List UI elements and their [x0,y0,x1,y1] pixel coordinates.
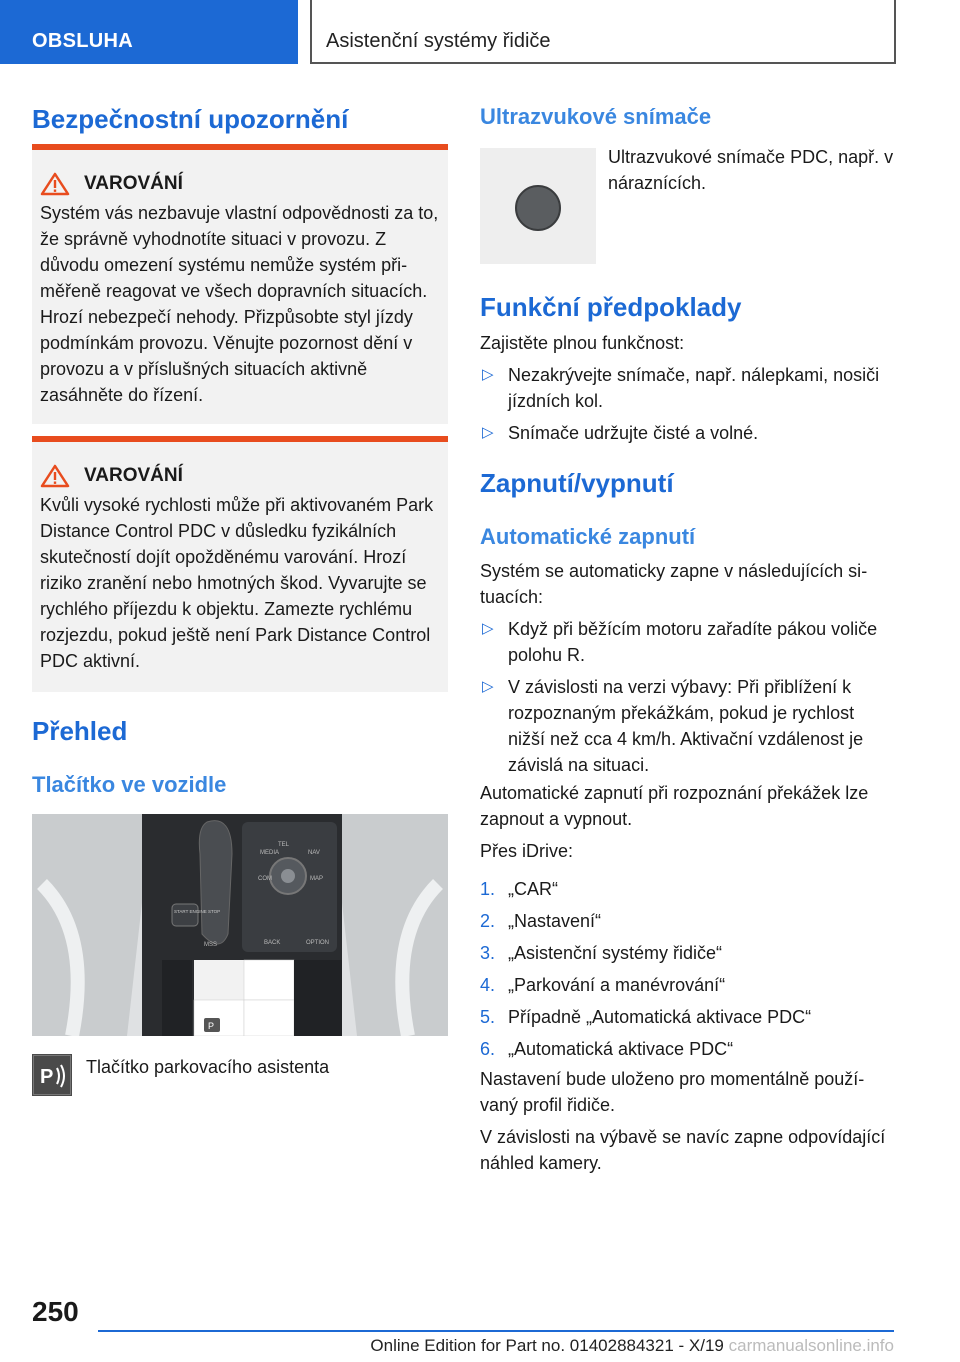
prereq-list [480,362,896,452]
list-item: ▷ Snímače udržujte čisté a volné. [480,420,896,446]
step-number: 3. [480,943,496,963]
step-text: „CAR“ [508,879,558,899]
list-item: ▷ Nezakrývejte snímače, např. nálepkami, nosiči jízdních kol. [480,362,896,414]
auto-para: Automatické zapnutí při rozpoznání překážek lze zapnout a vypnout. [480,783,869,829]
step-text: Případně „Automatická aktivace PDC“ [508,1007,812,1027]
console-label: BACK [264,940,281,946]
step-text: „Asistenční systémy řidiče“ [508,943,723,963]
step-item [480,876,896,902]
step-item [480,1004,896,1030]
console-label: MSS [204,942,218,948]
parking-assistant-icon [32,1054,72,1096]
warning-triangle-icon [40,464,70,488]
footer-rule [98,1330,894,1332]
center-console-illustration [32,814,448,1036]
list-item: ▷ V závislosti na verzi výbavy: Při přiblížení k rozpoznaným překážkám, pokud je rychlost nižší než cca 4 km/h. Aktivační vzdálenost je závislá na situaci. [480,674,896,778]
auto-intro: Systém se automaticky zapne v následujících situacích: [480,561,868,607]
warning-title: VAROVÁNÍ [84,465,183,486]
svg-text:P: P [40,1066,54,1088]
prereq-heading: Funkční předpoklady [480,292,742,322]
sensors-text: Ultrazvukové snímače PDC, např. v náraznících. [608,147,894,193]
onoff-heading: Zapnutí/vypnutí [480,468,674,498]
watermark: carmanualsonline.info [728,1336,894,1355]
button-heading: Tlačítko ve vozidle [32,772,227,797]
prereq-intro: Zajistěte plnou funkčnost: [480,333,685,353]
via-idrive: Přes iDrive: [480,841,574,861]
step-text: „Nastavení“ [508,911,602,931]
auto-heading: Automatické zapnutí [480,524,696,549]
console-label: MEDIA [260,850,280,856]
console-label: MAP [310,876,324,882]
console-label: OPTION [306,940,330,946]
ultrasonic-sensor-image [480,148,596,264]
chapter-title: Asistenční systémy řidiče [326,30,551,52]
console-label: NAV [308,850,320,856]
step-item [480,972,896,998]
section-label: OBSLUHA [32,30,133,52]
step-number: 6. [480,1039,496,1059]
warning-text: Kvůli vysoké rychlosti může při aktivovaném Park Distance Control PDC v důsledku fyzikálních skutečností dojít opožděnému varování. Hrozí riziko zranění nebo hmotných škod. Vyvarujte se rychlého příjezdu k objektu. Zamezte rychlému rozjezdu, pokud ještě není Park Distance Control PDC aktivní. [40,495,434,671]
step-text: „Automatická aktivace PDC“ [508,1039,734,1059]
footer-text [306,1336,894,1356]
warning-box [32,436,448,692]
step-number: 2. [480,911,496,931]
edition-text: Online Edition for Part no. 01402884321 - X/19 [370,1336,724,1355]
step-number: 1. [480,879,496,899]
camera-para: V závislosti na výbavě se navíc zapne odpovídající náhled kamery. [480,1127,886,1173]
step-number: 4. [480,975,496,995]
section-tab [0,0,298,64]
step-text: „Parkování a manévrování“ [508,975,726,995]
saved-para: Nastavení bude uloženo pro momentálně používaný profil řidiče. [480,1069,865,1115]
list-item: ▷ Když při běžícím motoru zařadíte pákou voliče polohu R. [480,616,896,668]
safety-heading: Bezpečnostní upozornění [32,104,349,134]
warning-triangle-icon [40,172,70,196]
console-label: COM [258,876,272,882]
step-number: 5. [480,1007,496,1027]
console-label: P [208,1021,215,1031]
console-label: TEL [278,842,290,848]
steps-list [480,876,896,1068]
sensors-heading: Ultrazvukové snímače [480,104,712,129]
console-label: START ENGINE STOP [174,909,221,914]
auto-list [480,616,896,784]
step-item [480,1036,896,1062]
chapter-header [310,0,896,64]
warning-box [32,144,448,424]
step-item [480,908,896,934]
page-number: 250 [32,1296,79,1327]
warning-title: VAROVÁNÍ [84,173,183,194]
step-item [480,940,896,966]
button-caption: Tlačítko parkovacího asistenta [86,1057,330,1077]
overview-heading: Přehled [32,716,128,746]
warning-text: Systém vás nezbavuje vlastní odpovědnosti za to, že správně vyhodnotíte situaci v provozu. Z důvodu omezení systému nemůže systém přiměřeně reagovat ve všech dopravních situacích. Hrozí nebezpečí nehody. Přizpůsobte styl jízdy podmínkám provozu. Věnujte pozornost dění v provozu a v příslušných situacích aktivně zasáhněte do řízení. [40,203,439,405]
